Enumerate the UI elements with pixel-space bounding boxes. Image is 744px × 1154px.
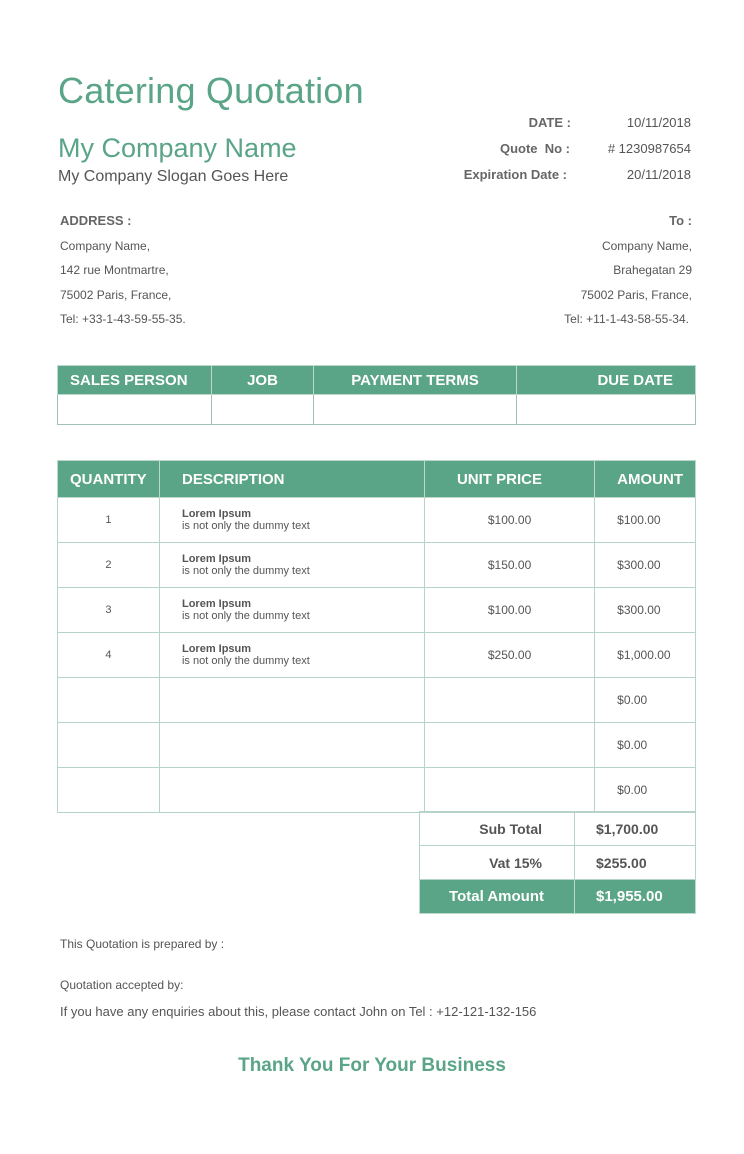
quantity-cell[interactable] <box>58 678 160 723</box>
job-info-table <box>57 365 696 425</box>
amount-cell: $300.00 <box>595 543 696 588</box>
description-title: Lorem Ipsum <box>181 508 252 520</box>
date-value: 10/11/2018 <box>626 115 691 130</box>
vat-label: Vat 15% <box>420 846 575 880</box>
description-cell <box>159 543 424 588</box>
amount-header: AMOUNT <box>595 461 696 498</box>
quantity-header: QUANTITY <box>58 461 160 498</box>
prepared-by-text: This Quotation is prepared by : <box>60 937 225 951</box>
sales-person-header: SALES PERSON <box>58 366 212 395</box>
table-row <box>58 633 696 678</box>
table-row <box>58 498 696 543</box>
due-date-header: DUE DATE <box>517 366 696 395</box>
description-cell <box>159 633 424 678</box>
total-amount-label: Total Amount <box>420 880 575 914</box>
description-title: Lorem Ipsum <box>181 553 252 565</box>
table-row <box>58 768 696 813</box>
items-table <box>57 460 696 813</box>
description-text: is not only the dummy text <box>181 610 310 622</box>
quantity-cell: 4 <box>58 633 160 678</box>
payment-terms-cell[interactable] <box>314 395 517 425</box>
table-row <box>58 588 696 633</box>
amount-cell: $0.00 <box>595 678 696 723</box>
document-title: Catering Quotation <box>58 70 364 111</box>
expiration-date-value: 20/11/2018 <box>626 167 691 182</box>
description-text: is not only the dummy text <box>181 655 310 667</box>
from-address-line: Company Name, <box>60 239 151 253</box>
contact-text: If you have any enquiries about this, please contact John on Tel : +12-121-132-156 <box>60 1004 537 1019</box>
totals-table <box>419 811 696 914</box>
company-name: My Company Name <box>58 133 297 163</box>
table-row <box>58 543 696 588</box>
description-title: Lorem Ipsum <box>181 643 252 655</box>
description-cell <box>159 498 424 543</box>
unit-price-cell: $150.00 <box>424 543 594 588</box>
thank-you-message: Thank You For Your Business <box>238 1055 506 1076</box>
amount-cell: $1,000.00 <box>595 633 696 678</box>
unit-price-cell[interactable] <box>424 678 594 723</box>
subtotal-value: $1,700.00 <box>575 812 696 846</box>
unit-price-cell[interactable] <box>424 723 594 768</box>
job-cell[interactable] <box>212 395 314 425</box>
quote-number-value: # 1230987654 <box>607 141 691 156</box>
description-cell[interactable] <box>159 768 424 813</box>
amount-cell: $100.00 <box>595 498 696 543</box>
unit-price-cell: $100.00 <box>424 588 594 633</box>
description-cell[interactable] <box>159 723 424 768</box>
from-address-line: 75002 Paris, France, <box>60 288 172 302</box>
date-label: DATE : <box>528 115 571 130</box>
table-row <box>58 678 696 723</box>
amount-cell: $0.00 <box>595 723 696 768</box>
quantity-cell[interactable] <box>58 723 160 768</box>
from-address-line: Tel: +33-1-43-59-55-35. <box>60 312 186 326</box>
description-cell[interactable] <box>159 678 424 723</box>
quantity-cell: 2 <box>58 543 160 588</box>
description-text: is not only the dummy text <box>181 520 310 532</box>
vat-value: $255.00 <box>575 846 696 880</box>
to-address-line: Company Name, <box>601 239 692 253</box>
description-cell <box>159 588 424 633</box>
total-amount-value: $1,955.00 <box>575 880 696 914</box>
amount-cell: $300.00 <box>595 588 696 633</box>
accepted-by-text: Quotation accepted by: <box>60 978 184 992</box>
table-row <box>58 723 696 768</box>
quantity-cell[interactable] <box>58 768 160 813</box>
to-address-line: Brahegatan 29 <box>613 263 692 277</box>
from-address-line: 142 rue Montmartre, <box>60 263 169 277</box>
description-title: Lorem Ipsum <box>181 598 252 610</box>
amount-cell: $0.00 <box>595 768 696 813</box>
to-address-line: Tel: +11-1-43-58-55-34. <box>564 312 689 326</box>
from-address-heading: ADDRESS : <box>60 213 132 228</box>
company-slogan: My Company Slogan Goes Here <box>58 168 289 185</box>
quote-number-label: Quote No : <box>499 141 570 156</box>
unit-price-cell[interactable] <box>424 768 594 813</box>
unit-price-cell: $100.00 <box>424 498 594 543</box>
quantity-cell: 3 <box>58 588 160 633</box>
quantity-cell: 1 <box>58 498 160 543</box>
to-address-line: 75002 Paris, France, <box>580 288 692 302</box>
unit-price-cell: $250.00 <box>424 633 594 678</box>
payment-terms-header: PAYMENT TERMS <box>314 366 517 395</box>
expiration-date-label: Expiration Date : <box>463 167 567 182</box>
description-text: is not only the dummy text <box>181 565 310 577</box>
subtotal-label: Sub Total <box>420 812 575 846</box>
due-date-cell[interactable] <box>517 395 696 425</box>
sales-person-cell[interactable] <box>58 395 212 425</box>
description-header: DESCRIPTION <box>159 461 424 498</box>
to-address-heading: To : <box>669 213 692 228</box>
job-header: JOB <box>212 366 314 395</box>
unit-price-header: UNIT PRICE <box>424 461 594 498</box>
